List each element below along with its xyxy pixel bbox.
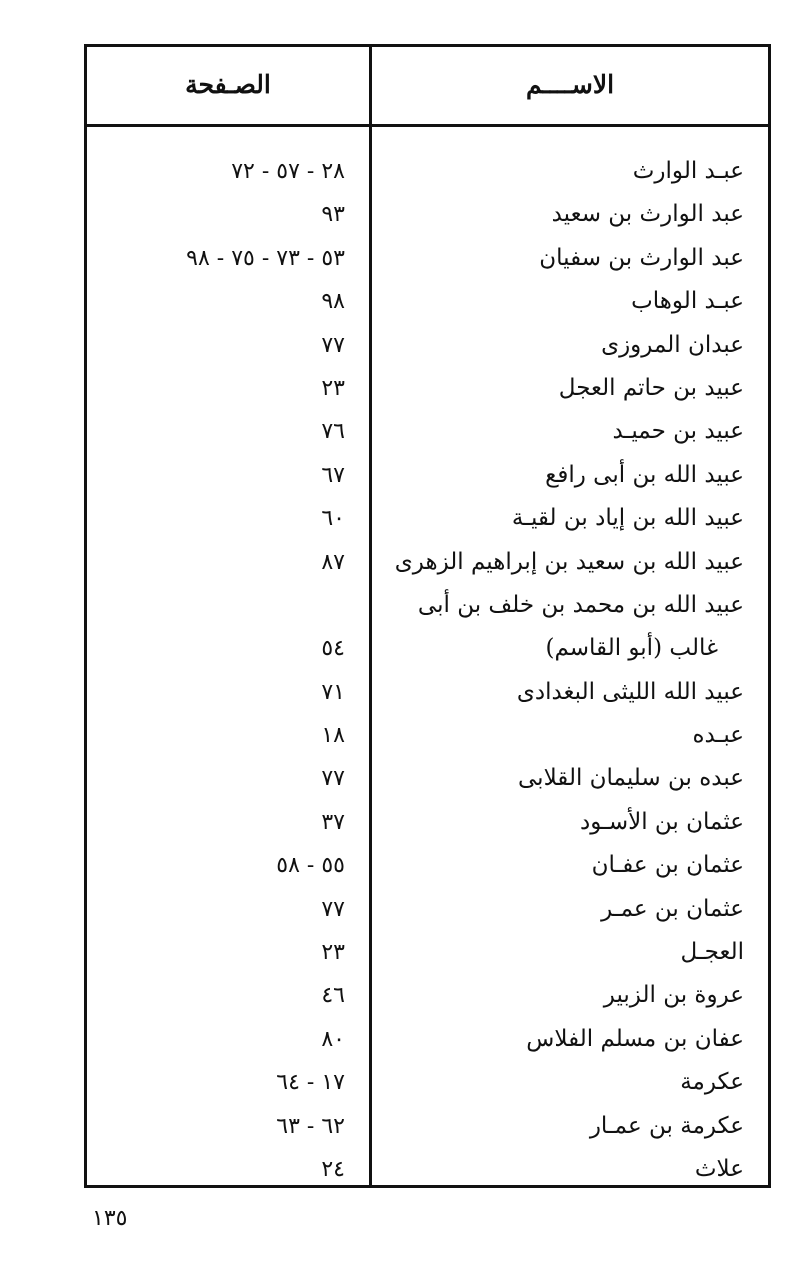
entry-name: عفان بن مسلم الفلاس xyxy=(526,1025,744,1052)
entry-name: عبيد الله الليثى البغدادى xyxy=(516,678,744,705)
entry-pages: ٢٣ xyxy=(321,940,345,966)
entry-name: عروة بن الزبير xyxy=(603,982,744,1009)
table-row xyxy=(87,584,768,627)
entry-pages: ٨٠ xyxy=(321,1026,345,1052)
table-header xyxy=(87,47,768,127)
entry-name: عبيد الله بن إياد بن لقيـة xyxy=(511,505,744,532)
entry-name: علاث xyxy=(694,1155,744,1182)
table-row xyxy=(87,671,768,714)
table-row xyxy=(87,757,768,800)
entry-name: عبيد الله بن محمد بن خلف بن أبى xyxy=(417,591,744,618)
entry-pages: ٢٤ xyxy=(321,1156,345,1182)
table-row xyxy=(87,888,768,931)
table-row xyxy=(87,410,768,453)
index-rows xyxy=(87,150,768,1191)
entry-pages: ٦٠ xyxy=(321,506,345,532)
table-row xyxy=(87,150,768,193)
entry-pages: ١٧ - ٦٤ xyxy=(276,1070,345,1096)
table-row xyxy=(87,801,768,844)
entry-pages: ٥٣ - ٧٣ - ٧٥ - ٩٨ xyxy=(186,245,345,271)
entry-name: عبـد الوارث xyxy=(632,158,744,184)
table-row xyxy=(87,541,768,584)
table-row xyxy=(87,193,768,236)
entry-name: عثمان بن عمـر xyxy=(601,895,744,922)
table-row xyxy=(87,280,768,323)
table-row xyxy=(87,497,768,540)
table-row xyxy=(87,974,768,1017)
entry-pages: ٧٧ xyxy=(321,766,345,792)
entry-name: عبد الوارث بن سعيد xyxy=(551,201,744,228)
entry-name: عبيد بن حاتم العجل xyxy=(558,374,744,401)
index-table xyxy=(84,44,771,1188)
name-column-header: الاســــم xyxy=(525,70,615,99)
entry-pages xyxy=(87,584,345,627)
entry-pages: ٩٨ xyxy=(321,289,345,315)
entry-pages: ٦٢ - ٦٣ xyxy=(276,1113,345,1139)
table-row xyxy=(87,454,768,497)
entry-name: عبد الوارث بن سفيان xyxy=(539,244,744,271)
entry-pages: ٥٥ - ٥٨ xyxy=(276,853,345,879)
table-row xyxy=(87,844,768,887)
entry-pages: ٤٦ xyxy=(321,983,345,1009)
entry-name: عكرمة xyxy=(680,1069,744,1096)
entry-pages: ٦٧ xyxy=(321,462,345,488)
entry-pages: ٣٧ xyxy=(321,809,345,835)
table-row xyxy=(87,237,768,280)
table-row xyxy=(87,1148,768,1191)
page-number: ١٣٥ xyxy=(92,1206,128,1231)
table-row xyxy=(87,324,768,367)
page-column-header: الصـفحة xyxy=(185,70,271,99)
table-row xyxy=(87,367,768,410)
entry-name: غالب (أبو القاسم) xyxy=(545,635,718,662)
entry-pages: ٧٧ xyxy=(321,332,345,358)
entry-pages: ٢٣ xyxy=(321,375,345,401)
table-row xyxy=(87,931,768,974)
entry-name: العجـل xyxy=(680,939,744,966)
entry-name: عبـد الوهاب xyxy=(631,288,744,315)
entry-name: عبيد الله بن أبى رافع xyxy=(545,461,744,488)
entry-name: عبيد بن حميـد xyxy=(612,418,744,445)
entry-name: عبيد الله بن سعيد بن إبراهيم الزهرى xyxy=(394,548,744,575)
entry-name: عبده بن سليمان القلابى xyxy=(518,765,744,792)
entry-name: عثمان بن الأسـود xyxy=(579,808,744,835)
entry-pages: ٥٤ xyxy=(321,636,345,662)
entry-pages: ٧٧ xyxy=(321,896,345,922)
entry-name: عبـده xyxy=(692,722,744,749)
entry-pages: ١٨ xyxy=(321,723,345,749)
entry-pages: ٧١ xyxy=(321,679,345,705)
table-row xyxy=(87,627,768,670)
entry-name: عبدان المروزى xyxy=(601,331,744,358)
entry-pages: ٨٧ xyxy=(321,549,345,575)
entry-pages: ٧٦ xyxy=(321,419,345,445)
table-row xyxy=(87,714,768,757)
table-row xyxy=(87,1061,768,1104)
table-row xyxy=(87,1018,768,1061)
entry-name: عثمان بن عفـان xyxy=(591,852,744,879)
entry-pages: ٢٨ - ٥٧ - ٧٢ xyxy=(231,159,345,184)
entry-name: عكرمة بن عمـار xyxy=(589,1112,744,1139)
entry-pages: ٩٣ xyxy=(321,202,345,228)
table-row xyxy=(87,1105,768,1148)
